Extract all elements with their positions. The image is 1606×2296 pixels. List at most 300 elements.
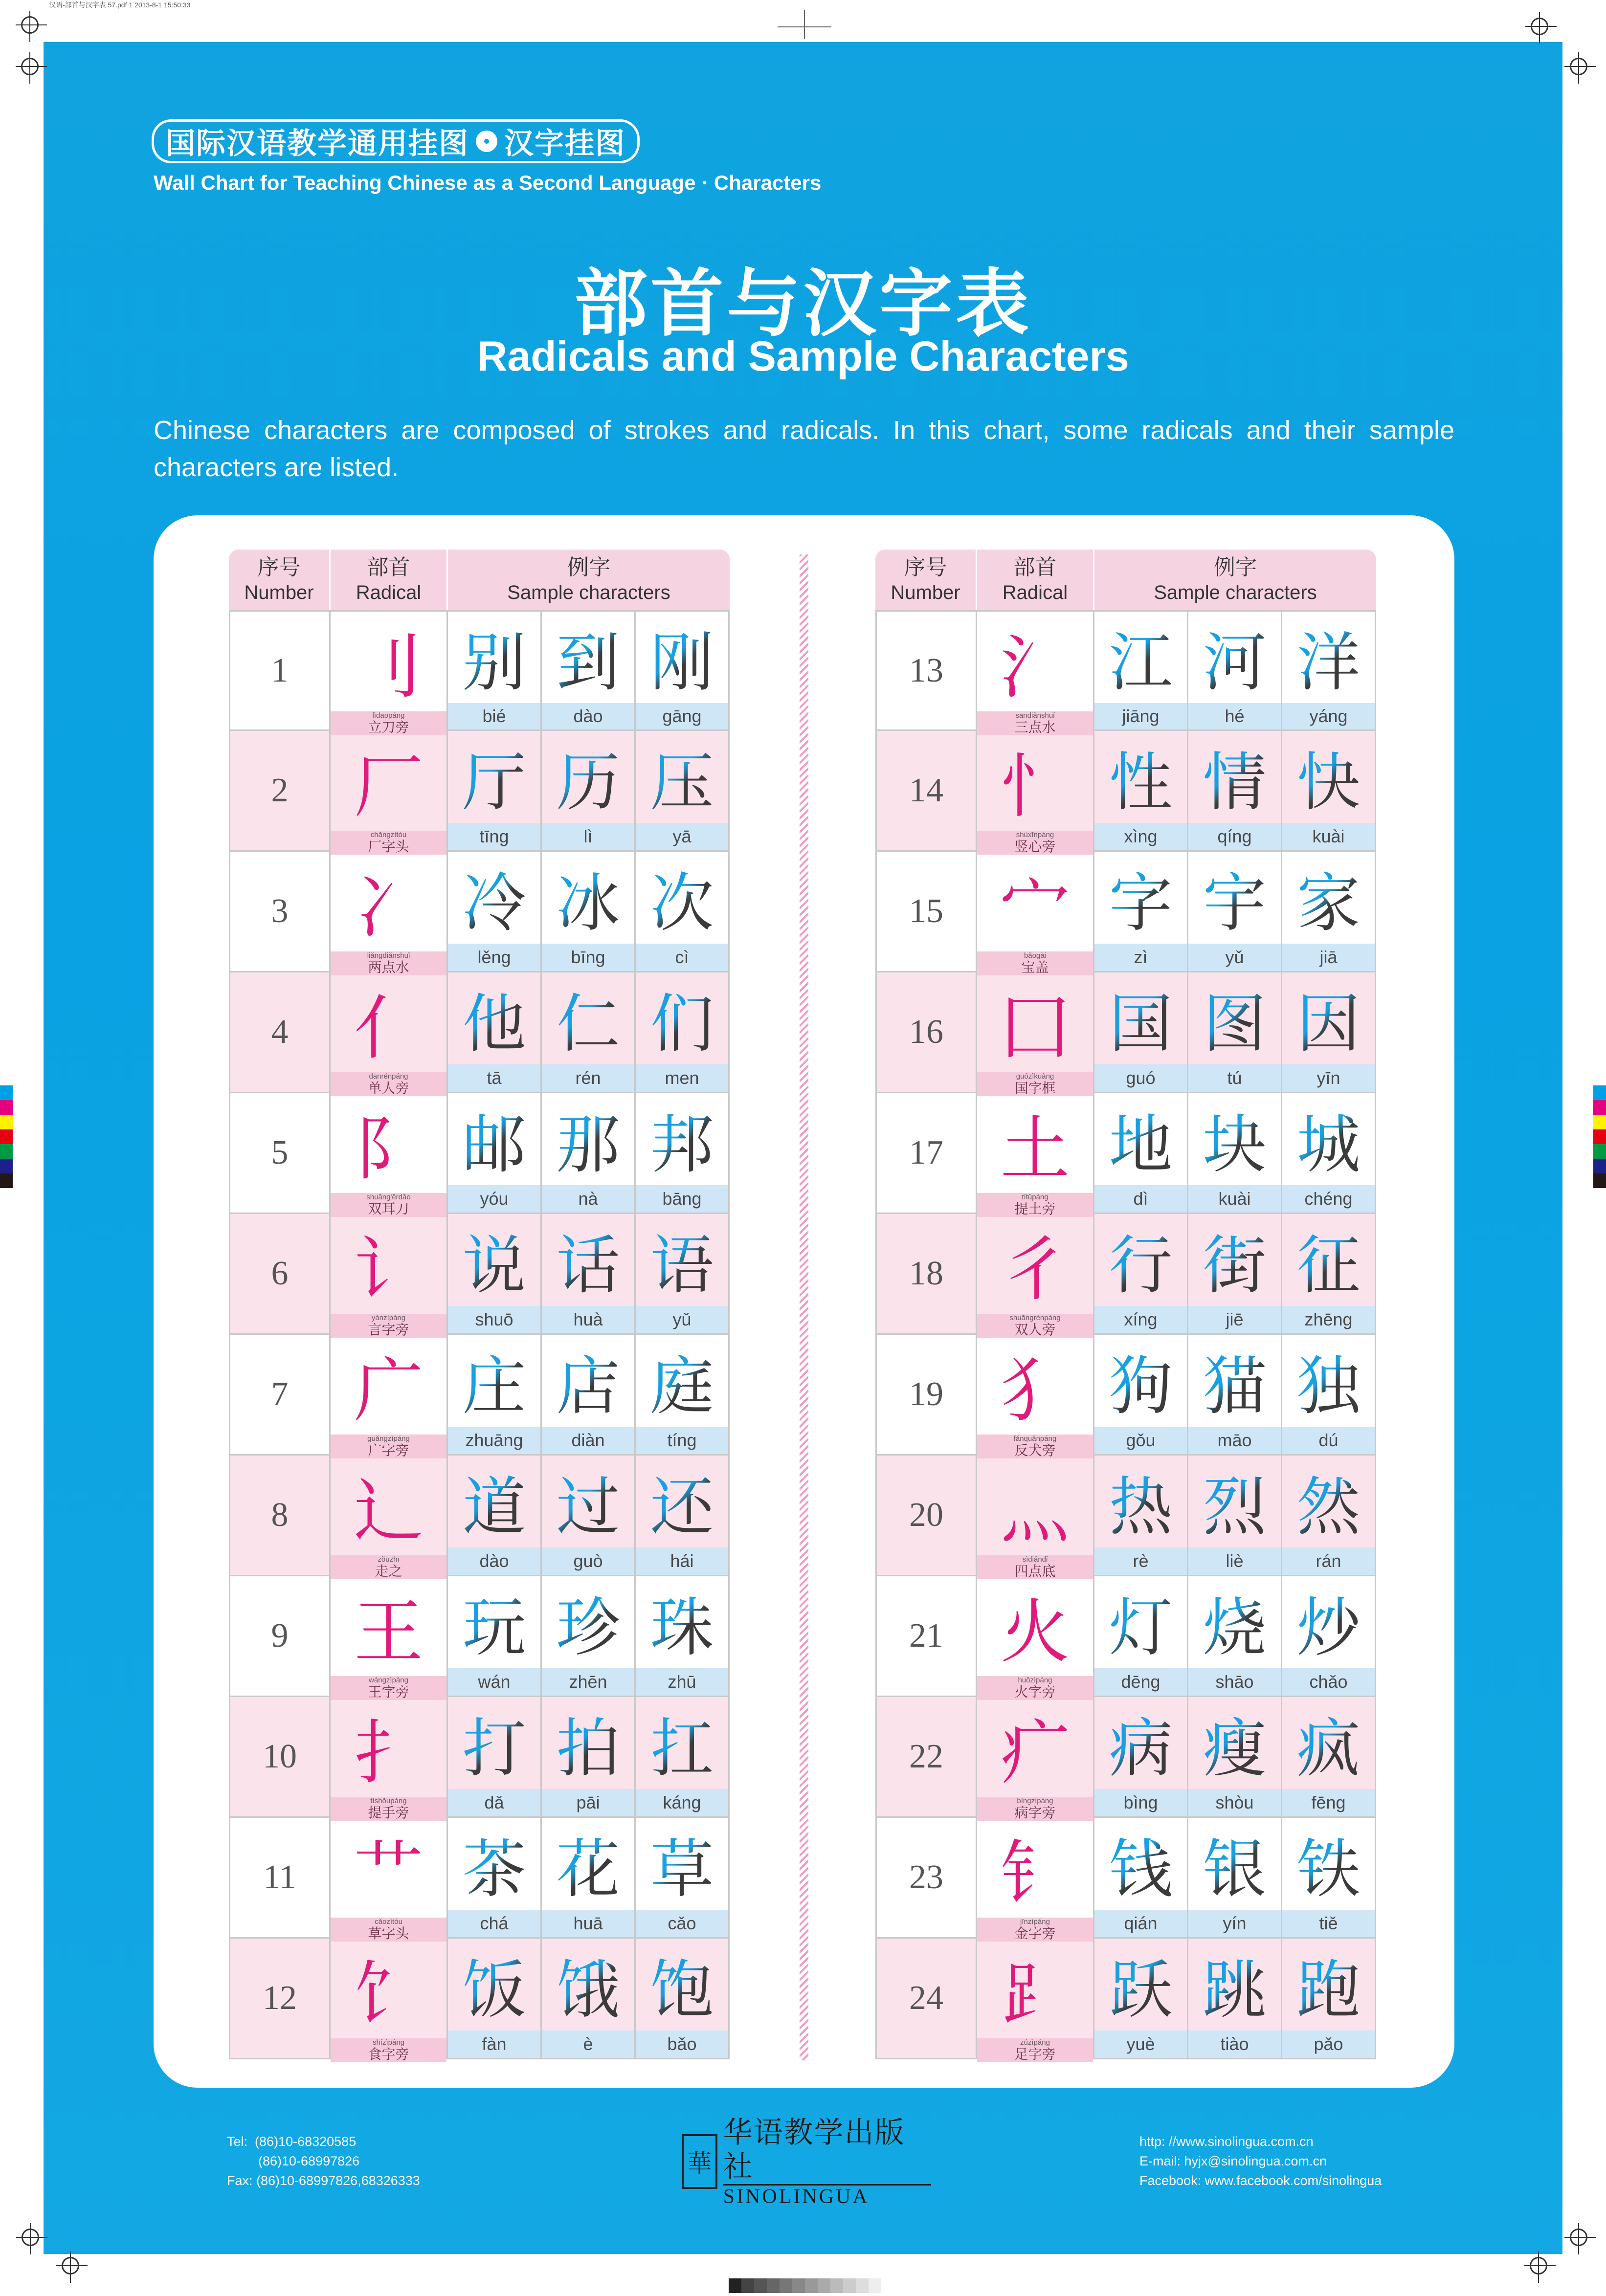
sample-cell — [542, 972, 636, 1092]
sample-cell — [636, 1456, 728, 1575]
series-title-zh: 国际汉语教学通用挂图 — [166, 127, 469, 161]
sample-cell — [636, 1093, 728, 1213]
sample-character: 钱 — [1094, 1818, 1187, 1910]
sample-cell — [636, 1939, 728, 2058]
sample-character: 征 — [1282, 1214, 1375, 1306]
row-number: 3 — [230, 852, 331, 971]
sample-pinyin: lì — [542, 823, 634, 850]
sample-characters — [1094, 612, 1375, 729]
sample-cell — [636, 1335, 728, 1454]
sample-cell — [1094, 612, 1188, 729]
sample-pinyin: qíng — [1188, 823, 1281, 850]
header-samples — [448, 550, 730, 610]
sample-pinyin: yǔ — [1188, 944, 1281, 971]
row-number: 18 — [877, 1214, 977, 1333]
sample-characters — [1094, 1697, 1375, 1816]
sample-pinyin: yuè — [1094, 2031, 1187, 2058]
radical-name-pinyin: zúzìpáng — [1020, 2038, 1050, 2047]
sample-pinyin: tīng — [448, 823, 540, 850]
sample-pinyin: tā — [448, 1064, 540, 1092]
sample-character: 饭 — [448, 1939, 540, 2031]
header-radical-en: Radical — [1002, 582, 1068, 603]
publisher-name-en: SINOLINGUA — [723, 2184, 931, 2208]
sample-character: 道 — [448, 1456, 540, 1547]
radical-name — [977, 831, 1093, 855]
sample-character: 庄 — [448, 1335, 540, 1427]
color-calibration-bar — [1593, 1085, 1606, 1188]
sample-character: 铁 — [1282, 1818, 1375, 1910]
radical-glyph: 辶 — [354, 1471, 424, 1552]
radical-cell — [977, 1818, 1094, 1942]
sample-cell — [636, 1697, 728, 1816]
sample-pinyin: dēng — [1094, 1668, 1187, 1696]
sample-cell — [636, 612, 728, 729]
sample-pinyin: zhēng — [1282, 1306, 1375, 1333]
sample-characters — [1094, 1939, 1375, 2058]
table-row — [875, 1214, 1376, 1338]
sample-character: 珍 — [542, 1576, 634, 1668]
sample-character: 庭 — [636, 1335, 728, 1427]
table-row — [229, 1093, 730, 1217]
sample-character: 猫 — [1188, 1335, 1281, 1427]
sample-cell — [1188, 1576, 1282, 1696]
radical-glyph: 钅 — [1000, 1833, 1070, 1914]
sample-pinyin: bāng — [636, 1185, 728, 1213]
sample-character: 图 — [1188, 972, 1281, 1064]
table-row — [875, 1456, 1376, 1579]
contact-web — [1139, 2132, 1382, 2190]
sample-pinyin: dào — [448, 1547, 540, 1575]
sample-cell — [1094, 972, 1188, 1092]
sample-pinyin: gāng — [636, 703, 728, 729]
table-row — [229, 1214, 730, 1338]
radical-glyph: 阝 — [354, 1109, 424, 1190]
sample-character: 烧 — [1188, 1576, 1281, 1668]
radical-glyph: 宀 — [1000, 867, 1070, 948]
radical-cell — [977, 972, 1094, 1096]
sample-characters — [1094, 1456, 1375, 1575]
sample-cell — [636, 1214, 728, 1333]
radical-glyph: 囗 — [1000, 988, 1070, 1069]
sample-cell — [1094, 1576, 1188, 1696]
header-number-zh: 序号 — [904, 555, 947, 580]
sample-pinyin: gǒu — [1094, 1427, 1187, 1454]
facebook-link[interactable]: Facebook: www.facebook.com/sinolingua — [1139, 2173, 1382, 2188]
sample-character: 狗 — [1094, 1335, 1187, 1427]
sample-character: 刚 — [636, 612, 728, 703]
registration-mark-icon — [1530, 2257, 1547, 2274]
sample-characters — [448, 1939, 728, 2058]
radical-name — [331, 1193, 446, 1217]
sample-cell — [636, 972, 728, 1092]
sample-cell — [448, 1335, 542, 1454]
radical-name-zh: 双耳刀 — [368, 1201, 409, 1217]
radical-glyph: 彳 — [1000, 1230, 1070, 1310]
sample-characters — [1094, 1818, 1375, 1937]
radical-name — [331, 1072, 446, 1096]
sample-pinyin: xìng — [1094, 823, 1187, 850]
sample-character: 城 — [1282, 1093, 1375, 1185]
series-badge — [152, 119, 640, 163]
sample-cell — [1094, 1818, 1188, 1937]
radical-name-pinyin: fǎnquǎnpáng — [1013, 1435, 1057, 1443]
table-header — [229, 550, 730, 610]
sample-cell — [448, 972, 542, 1092]
sample-character: 疯 — [1282, 1697, 1375, 1789]
sample-character: 厅 — [448, 731, 540, 823]
sample-pinyin: bǎo — [636, 2031, 728, 2058]
sample-characters — [448, 1576, 728, 1696]
sample-pinyin: huā — [542, 1910, 634, 1937]
radical-glyph: 讠 — [354, 1230, 424, 1310]
radical-cell — [977, 1093, 1094, 1217]
sample-character: 打 — [448, 1697, 540, 1789]
row-number: 6 — [230, 1214, 331, 1333]
sample-character: 国 — [1094, 972, 1187, 1064]
publisher-seal-icon: 華 — [682, 2134, 717, 2189]
sample-character: 情 — [1188, 731, 1281, 823]
sample-cell — [542, 1697, 636, 1816]
sample-characters — [448, 1818, 728, 1937]
sample-pinyin: yīn — [1282, 1064, 1375, 1092]
row-number: 22 — [877, 1697, 977, 1816]
sample-pinyin: guó — [1094, 1064, 1187, 1092]
row-number: 8 — [230, 1456, 331, 1575]
radical-name-zh: 食字旁 — [368, 2046, 409, 2062]
radical-glyph: 刂 — [354, 627, 424, 708]
radical-name-zh: 言字旁 — [368, 1322, 409, 1338]
sample-characters — [448, 1697, 728, 1816]
sample-characters — [1094, 1335, 1375, 1454]
sample-pinyin: zhuāng — [448, 1427, 540, 1454]
header-samples-zh: 例字 — [1214, 555, 1257, 580]
sample-pinyin: yā — [636, 823, 728, 850]
table-row — [229, 1335, 730, 1456]
radical-name — [331, 1555, 446, 1579]
sample-cell — [542, 612, 636, 729]
sample-cell — [542, 1093, 636, 1213]
sample-cell — [1094, 1335, 1188, 1454]
sample-pinyin: pāi — [542, 1789, 634, 1816]
radical-name — [331, 1435, 446, 1458]
page-title-en: Radicals and Sample Characters — [477, 333, 1129, 380]
sample-cell — [1188, 1214, 1282, 1333]
radical-cell — [331, 731, 448, 855]
radical-name-zh: 两点水 — [368, 959, 409, 975]
sample-cell — [1094, 1456, 1188, 1575]
sample-cell — [1094, 1697, 1188, 1816]
row-number: 2 — [230, 731, 331, 850]
radical-name-zh: 国字框 — [1014, 1080, 1056, 1096]
sample-cell — [448, 1818, 542, 1937]
row-number: 11 — [230, 1818, 331, 1937]
radical-name-pinyin: shuāngrénpáng — [1009, 1314, 1061, 1322]
radical-cell — [331, 1093, 448, 1217]
sample-character: 过 — [542, 1456, 634, 1547]
sample-cell — [542, 1939, 636, 2058]
publisher-name-zh: 华语教学出版社 — [723, 2115, 905, 2184]
website-link[interactable]: http: //www.sinolingua.com.cn — [1139, 2134, 1314, 2149]
radical-name-pinyin: jīnzìpáng — [1020, 1918, 1050, 1926]
sample-character: 茶 — [448, 1818, 540, 1910]
radical-name-pinyin: guózìkuàng — [1016, 1072, 1054, 1081]
radical-name — [331, 1314, 446, 1338]
sample-pinyin: fàn — [448, 2031, 540, 2058]
sample-characters — [1094, 852, 1375, 971]
row-number: 7 — [230, 1335, 331, 1454]
sample-pinyin: yǔ — [636, 1306, 728, 1333]
sample-cell — [1282, 731, 1375, 850]
sample-characters — [448, 1456, 728, 1575]
radical-name — [977, 1435, 1093, 1458]
sample-character: 灯 — [1094, 1576, 1187, 1668]
radical-glyph: 犭 — [1000, 1350, 1070, 1431]
sample-character: 饿 — [542, 1939, 634, 2031]
radical-name-pinyin: chǎngzìtóu — [370, 831, 407, 839]
sample-cell — [1094, 731, 1188, 850]
sample-pinyin: pǎo — [1282, 2031, 1375, 2058]
radical-name-pinyin: zǒuzhī — [378, 1555, 400, 1564]
radical-name-pinyin: tíshǒupáng — [370, 1797, 407, 1805]
sample-cell — [636, 731, 728, 850]
sample-cell — [1282, 1697, 1375, 1816]
radical-glyph: 扌 — [354, 1713, 424, 1793]
radical-name-pinyin: lìdāopáng — [372, 711, 405, 720]
sample-character: 拍 — [542, 1697, 634, 1789]
sample-character: 家 — [1282, 852, 1375, 944]
sample-character: 炒 — [1282, 1576, 1375, 1668]
sample-pinyin: hé — [1188, 703, 1281, 729]
radical-name — [331, 831, 446, 855]
sample-cell — [636, 1818, 728, 1937]
radical-cell — [977, 1456, 1094, 1579]
table-row — [875, 731, 1376, 855]
header-samples-zh: 例字 — [567, 555, 610, 580]
gray-calibration-bar — [729, 2278, 881, 2293]
radical-name-pinyin: liǎngdiǎnshuǐ — [367, 951, 410, 960]
sample-pinyin: zhū — [636, 1668, 728, 1696]
series-subtitle-zh: 汉字挂图 — [504, 127, 625, 161]
sample-cell — [1188, 731, 1282, 850]
row-number: 17 — [877, 1093, 977, 1213]
sample-pinyin: guò — [542, 1547, 634, 1575]
radical-name-zh: 竖心旁 — [1014, 839, 1056, 855]
tel-2: (86)10-68997826 — [258, 2154, 360, 2168]
radical-glyph: 氵 — [1000, 627, 1070, 708]
table-row — [229, 972, 730, 1096]
radical-glyph: 疒 — [1000, 1713, 1070, 1793]
radical-name-pinyin: shuāng'ěrdāo — [366, 1193, 411, 1201]
registration-mark-icon — [21, 16, 39, 34]
sample-character: 他 — [448, 972, 540, 1064]
table-row — [875, 1335, 1376, 1456]
registration-mark-icon — [21, 58, 39, 75]
sample-cell — [448, 1093, 542, 1213]
sample-character: 别 — [448, 612, 540, 703]
sample-pinyin: cì — [636, 944, 728, 971]
sample-pinyin: nà — [542, 1185, 634, 1213]
sample-pinyin: kuài — [1282, 823, 1375, 850]
sample-character: 行 — [1094, 1214, 1187, 1306]
table-body — [875, 610, 1376, 2062]
sample-pinyin: xíng — [1094, 1306, 1187, 1333]
sample-cell — [1188, 1335, 1282, 1454]
sample-characters — [1094, 1093, 1375, 1213]
sample-character: 独 — [1282, 1335, 1375, 1427]
row-number: 19 — [877, 1335, 977, 1454]
radical-cell — [331, 1697, 448, 1821]
sample-character: 然 — [1282, 1456, 1375, 1547]
radical-name — [977, 1918, 1093, 1942]
sample-pinyin: chéng — [1282, 1185, 1375, 1213]
sample-character: 珠 — [636, 1576, 728, 1668]
sample-pinyin: dú — [1282, 1427, 1375, 1454]
row-number: 15 — [877, 852, 977, 971]
radical-name-pinyin: shízìpáng — [372, 2038, 405, 2047]
registration-mark-icon — [1570, 2229, 1587, 2246]
sample-character: 压 — [636, 731, 728, 823]
radical-cell — [331, 1818, 448, 1942]
sample-pinyin: dì — [1094, 1185, 1187, 1213]
radical-name-pinyin: sāndiǎnshuǐ — [1015, 711, 1055, 720]
series-title-en: Wall Chart for Teaching Chinese as a Second Language · Characters — [154, 171, 822, 194]
sample-cell — [542, 731, 636, 850]
radical-name-zh: 双人旁 — [1014, 1322, 1056, 1338]
radical-cell — [977, 852, 1094, 975]
sample-cell — [636, 1576, 728, 1696]
sample-character: 瘦 — [1188, 1697, 1281, 1789]
sample-pinyin: dào — [542, 703, 634, 729]
radical-name-zh: 反犬旁 — [1014, 1442, 1056, 1458]
sample-cell — [448, 1214, 542, 1333]
row-number: 16 — [877, 972, 977, 1092]
sample-pinyin: rán — [1282, 1547, 1375, 1575]
sample-character: 快 — [1282, 731, 1375, 823]
radical-name-zh: 厂字头 — [368, 839, 409, 855]
sample-cell — [448, 1456, 542, 1575]
sample-character: 江 — [1094, 612, 1187, 703]
header-radical-zh: 部首 — [1013, 555, 1057, 580]
sample-cell — [542, 1335, 636, 1454]
radical-glyph: 饣 — [354, 1954, 424, 2035]
sample-cell — [1094, 1214, 1188, 1333]
sample-cell — [1282, 852, 1375, 971]
radical-name-zh: 足字旁 — [1014, 2046, 1056, 2062]
radical-cell — [977, 1335, 1094, 1458]
sample-cell — [1188, 852, 1282, 971]
radical-name-pinyin: huǒzìpáng — [1018, 1676, 1052, 1684]
sample-character: 地 — [1094, 1093, 1187, 1185]
radical-name-zh: 草字头 — [368, 1925, 409, 1942]
sample-character: 店 — [542, 1335, 634, 1427]
radical-name-pinyin: cǎozìtóu — [375, 1918, 402, 1926]
crop-line — [804, 10, 805, 39]
sample-cell — [1282, 1818, 1375, 1937]
radical-glyph: 忄 — [1000, 747, 1070, 827]
table-row — [229, 852, 730, 975]
sample-pinyin: bīng — [542, 944, 634, 971]
sample-pinyin: lěng — [448, 944, 540, 971]
radical-name-pinyin: bǎogài — [1024, 951, 1047, 960]
radical-name-zh: 病字旁 — [1014, 1805, 1056, 1821]
sample-character: 烈 — [1188, 1456, 1281, 1547]
sample-pinyin: chǎo — [1282, 1668, 1375, 1696]
sample-cell — [1094, 852, 1188, 971]
sample-pinyin: māo — [1188, 1427, 1281, 1454]
sample-pinyin: tíng — [636, 1427, 728, 1454]
sample-character: 历 — [542, 731, 634, 823]
row-number: 21 — [877, 1576, 977, 1696]
radical-name — [331, 951, 446, 975]
sample-character: 仁 — [542, 972, 634, 1064]
sample-character: 语 — [636, 1214, 728, 1306]
sample-characters — [448, 852, 728, 971]
sample-character: 字 — [1094, 852, 1187, 944]
table-row — [229, 1939, 730, 2062]
radical-glyph: 土 — [1000, 1109, 1070, 1190]
radical-name — [331, 2038, 446, 2062]
sample-pinyin: wán — [448, 1668, 540, 1696]
sample-pinyin: tiào — [1188, 2031, 1281, 2058]
sample-character: 跃 — [1094, 1939, 1187, 2031]
radical-table-left — [229, 550, 730, 2062]
sample-character: 病 — [1094, 1697, 1187, 1789]
radical-name-zh: 提土旁 — [1014, 1201, 1056, 1217]
radical-cell — [977, 1576, 1094, 1700]
sample-pinyin: yóu — [448, 1185, 540, 1213]
sample-character: 冷 — [448, 852, 540, 944]
sample-pinyin: yín — [1188, 1910, 1281, 1937]
table-row — [875, 1697, 1376, 1821]
fax: Fax: (86)10-68997826,68326333 — [227, 2173, 420, 2188]
table-row — [229, 1576, 730, 1700]
sample-cell — [1282, 972, 1375, 1092]
sample-cell — [1282, 1939, 1375, 2058]
sample-character: 块 — [1188, 1093, 1281, 1185]
header-number-en: Number — [891, 582, 960, 603]
row-number: 9 — [230, 1576, 331, 1696]
table-row — [875, 972, 1376, 1096]
radical-name — [977, 1314, 1093, 1338]
radical-glyph: 亻 — [354, 988, 424, 1069]
sample-cell — [1094, 1093, 1188, 1213]
sample-pinyin: shòu — [1188, 1789, 1281, 1816]
sample-character: 银 — [1188, 1818, 1281, 1910]
radical-name — [977, 1072, 1093, 1096]
radical-name — [977, 1555, 1093, 1579]
radical-cell — [331, 852, 448, 975]
sample-cell — [636, 852, 728, 971]
sample-pinyin: tiě — [1282, 1910, 1375, 1937]
header-samples-en: Sample characters — [1154, 582, 1317, 603]
sample-pinyin: bié — [448, 703, 540, 729]
radical-name-zh: 火字旁 — [1014, 1684, 1056, 1700]
sample-cell — [542, 1214, 636, 1333]
table-row — [229, 1456, 730, 1579]
sample-character: 冰 — [542, 852, 634, 944]
table-row — [875, 610, 1376, 735]
sample-character: 跳 — [1188, 1939, 1281, 2031]
radical-name-pinyin: dānrénpáng — [369, 1072, 408, 1081]
radical-glyph: 灬 — [1000, 1471, 1070, 1552]
sample-cell — [542, 1456, 636, 1575]
email-link[interactable]: E-mail: hyjx@sinolingua.com.cn — [1139, 2154, 1327, 2168]
sample-cell — [1282, 1576, 1375, 1696]
separator-dot-icon — [476, 131, 497, 152]
sample-character: 花 — [542, 1818, 634, 1910]
radical-glyph: 火 — [1000, 1592, 1070, 1673]
sample-character: 玩 — [448, 1576, 540, 1668]
